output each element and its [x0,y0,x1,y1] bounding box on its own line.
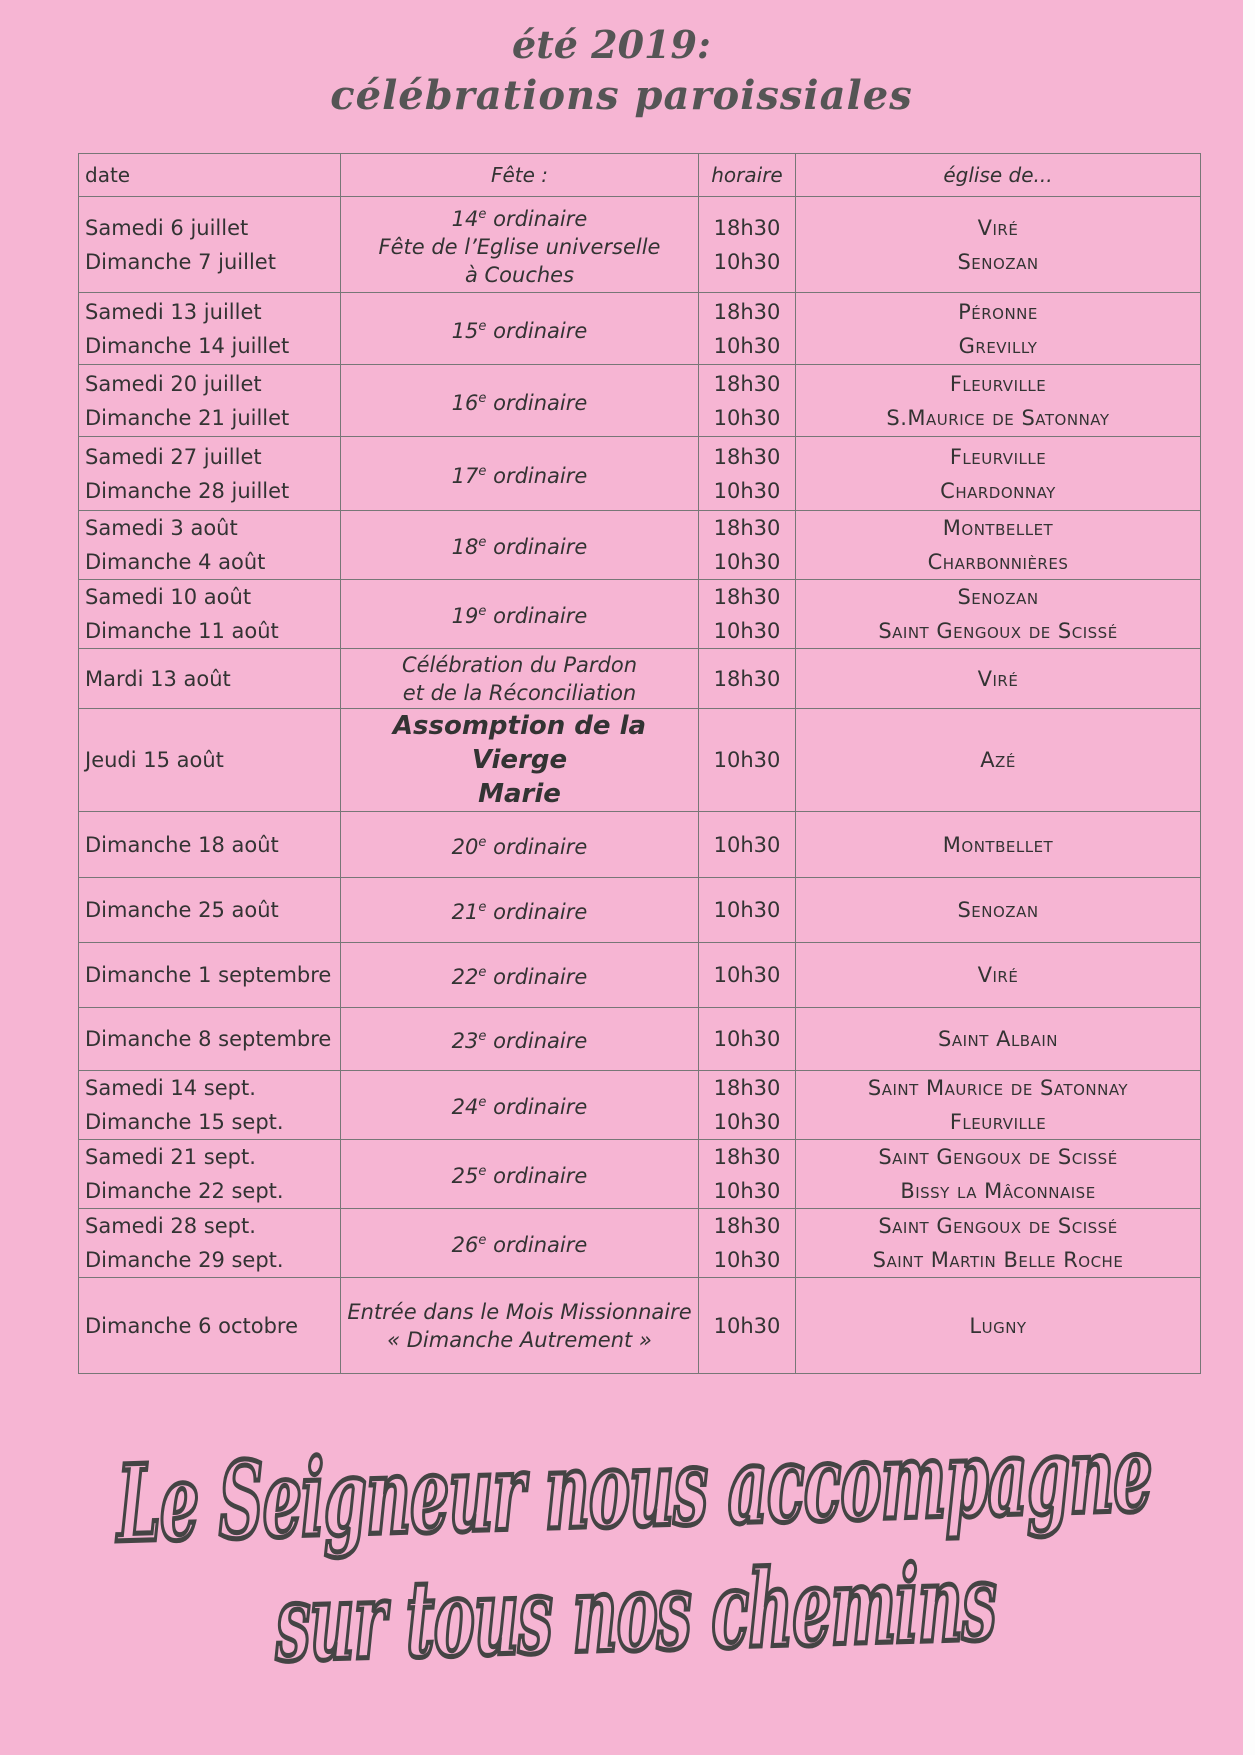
date-text: Samedi 28 sept. [85,1214,256,1238]
date-cell [79,1278,341,1374]
horaire-text: 10h30 [713,748,781,772]
fete-title [347,313,692,345]
eglise-text: Chardonnay [940,478,1056,503]
date-text: Dimanche 1 septembre [85,963,332,987]
eglise-text: Charbonnières [927,550,1069,574]
date-text: Dimanche 22 sept. [85,1179,284,1203]
horaire-cell [699,1008,796,1071]
table-row [79,1140,1201,1209]
ordinal-suffix: e [478,604,487,619]
horaire-cell [699,812,796,878]
fete-text: ordinaire [493,463,588,488]
fete-text: Fête de l’Eglise universelle [378,234,661,259]
fete-title [347,458,692,490]
fete-cell [341,1008,699,1071]
eglise-text: Montbellet [942,516,1054,540]
date-text: Samedi 14 sept. [85,1076,256,1100]
eglise-cell [796,649,1201,709]
horaire-text: 10h30 [713,478,781,503]
fete-cell [341,511,699,580]
eglise-text: Viré [977,215,1019,240]
eglise-text: Saint Gengoux de Scissé [878,619,1118,643]
horaire-cell [699,649,796,709]
fete-text: « Dimanche Autrement » [387,1327,652,1352]
fete-title [347,201,692,233]
horaire-cell [699,709,796,812]
table-row [79,943,1201,1008]
ordinal-suffix: e [478,1095,487,1110]
fete-title [347,385,692,417]
eglise-cell [796,709,1201,812]
date-cell [79,511,341,580]
eglise-cell [796,437,1201,511]
horaire-cell [699,365,796,437]
eglise-cell [796,511,1201,580]
fete-cell [341,1278,699,1374]
date-text: Samedi 21 sept. [85,1145,256,1169]
horaire-text: 18h30 [713,516,781,540]
horaire-text: 10h30 [713,619,781,643]
date-text: Dimanche 14 juillet [85,333,290,358]
date-text: Samedi 10 août [85,585,252,609]
date-cell [79,709,341,812]
eglise-cell [796,293,1201,365]
fete-cell [341,878,699,943]
horaire-text: 18h30 [713,666,781,691]
fete-number: 20 [451,834,479,859]
fete-text: ordinaire [493,1095,588,1119]
fete-text: à Couches [464,262,575,287]
fete-number: 14 [451,206,479,231]
date-cell [79,1071,341,1140]
date-cell [79,1140,341,1209]
date-text: Samedi 6 juillet [85,215,249,240]
fete-cell [341,365,699,437]
schedule-table [78,153,1201,1374]
horaire-text: 10h30 [713,963,781,987]
horaire-cell [699,293,796,365]
date-cell [79,197,341,293]
ordinal-suffix: e [478,1029,487,1044]
fete-number: 16 [451,390,479,415]
fete-title [347,1023,692,1055]
fete-text: ordinaire [493,1029,588,1053]
date-cell [79,1209,341,1278]
table-row [79,580,1201,649]
eglise-text: Saint Albain [938,1027,1058,1051]
title-year: été 2019: [512,22,711,67]
fete-cell [341,709,699,812]
horaire-cell [699,878,796,943]
date-cell [79,1008,341,1071]
table-row [79,437,1201,511]
date-cell [79,943,341,1008]
date-cell [79,437,341,511]
fete-cell [341,1140,699,1209]
table-row [79,511,1201,580]
horaire-cell [699,197,796,293]
date-cell [79,649,341,709]
eglise-cell [796,197,1201,293]
fete-text: ordinaire [493,965,588,989]
table-row [79,365,1201,437]
table-row [79,649,1201,709]
eglise-text: Fleurville [949,1110,1047,1134]
eglise-text: S.Maurice de Satonnay [886,405,1110,430]
fete-cell [341,437,699,511]
fete-number: 25 [451,1164,479,1188]
horaire-cell [699,1140,796,1209]
fete-title [347,1227,692,1259]
date-text: Samedi 27 juillet [85,444,262,469]
header-date: date [79,154,341,197]
fete-cell [341,1209,699,1278]
fete-cell [341,293,699,365]
ordinal-suffix: e [478,206,487,222]
date-text: Dimanche 25 août [85,898,279,922]
date-text: Mardi 13 août [85,666,231,691]
eglise-cell [796,878,1201,943]
fete-number: 23 [451,1029,479,1053]
date-text: Dimanche 18 août [85,832,279,857]
horaire-text: 18h30 [713,444,781,469]
fete-text: ordinaire [493,206,588,231]
eglise-text: Grevilly [958,333,1038,358]
eglise-text: Saint Maurice de Satonnay [867,1076,1129,1100]
fete-title [347,1089,692,1121]
date-text: Dimanche 4 août [85,550,266,574]
horaire-text: 10h30 [713,1027,781,1051]
eglise-cell [796,580,1201,649]
horaire-text: 18h30 [713,1145,781,1169]
ordinal-suffix: e [478,390,487,406]
date-text: Dimanche 6 octobre [85,1313,299,1338]
horaire-text: 10h30 [713,405,781,430]
eglise-text: Saint Gengoux de Scissé [878,1145,1118,1169]
fete-title [347,529,692,561]
eglise-cell [796,1209,1201,1278]
fete-cell [341,197,699,293]
fete-title [347,829,692,861]
eglise-cell [796,1071,1201,1140]
fete-number: 19 [451,604,479,628]
eglise-text: Bissy la Mâconnaise [900,1179,1096,1203]
date-cell [79,812,341,878]
horaire-text: 10h30 [713,1110,781,1134]
date-text: Dimanche 21 juillet [85,405,290,430]
fete-number: 18 [451,535,479,559]
eglise-text: Senozan [957,249,1039,274]
horaire-text: 10h30 [713,249,781,274]
horaire-text: 18h30 [713,299,781,324]
fete-text: ordinaire [493,390,588,415]
fete-text: ordinaire [493,1164,588,1188]
table-row [79,197,1201,293]
fete-title [347,598,692,630]
date-text: Jeudi 15 août [85,748,224,772]
fete-cell [341,943,699,1008]
date-cell [79,293,341,365]
date-text: Dimanche 11 août [85,619,279,643]
eglise-text: Lugny [969,1313,1027,1338]
eglise-cell [796,943,1201,1008]
fete-title [347,1158,692,1190]
ordinal-suffix: e [478,1164,487,1179]
ordinal-suffix: e [478,834,487,850]
eglise-text: Fleurville [949,371,1047,396]
ordinal-suffix: e [478,535,487,550]
fete-text: ordinaire [493,900,588,924]
horaire-text: 10h30 [713,898,781,922]
horaire-cell [699,1209,796,1278]
table-row [79,1071,1201,1140]
date-cell [79,878,341,943]
eglise-text: Fleurville [949,444,1047,469]
fete-text: ordinaire [493,535,588,559]
table-row [79,709,1201,812]
horaire-cell [699,511,796,580]
scan-edge [1243,0,1255,1755]
table-row [79,293,1201,365]
ordinal-suffix: e [478,965,487,980]
horaire-text: 10h30 [713,550,781,574]
fete-number: 24 [451,1095,479,1119]
horaire-text: 10h30 [713,1248,781,1272]
header-fete: Fête : [341,154,699,197]
table-row [79,878,1201,943]
horaire-text: 18h30 [713,585,781,609]
date-text: Samedi 13 juillet [85,299,262,324]
horaire-cell [699,580,796,649]
fete-text: Entrée dans le Mois Missionnaire [347,1299,692,1324]
date-text: Dimanche 28 juillet [85,478,290,503]
eglise-text: Senozan [957,585,1039,609]
eglise-text: Saint Martin Belle Roche [872,1248,1124,1272]
fete-number: 26 [451,1233,479,1257]
fete-text: Célébration du Pardon [401,652,638,677]
title-main: célébrations paroissiales [330,72,913,119]
horaire-text: 10h30 [713,1313,781,1338]
fete-text: Marie [478,779,561,809]
eglise-text: Montbellet [942,832,1054,857]
eglise-cell [796,365,1201,437]
fete-cell [341,1071,699,1140]
horaire-cell [699,1278,796,1374]
table-row [79,1008,1201,1071]
ordinal-suffix: e [478,318,487,334]
fete-title [347,959,692,991]
date-text: Dimanche 7 juillet [85,249,276,274]
fete-cell [341,649,699,709]
horaire-text: 18h30 [713,1214,781,1238]
ordinal-suffix: e [478,1233,487,1248]
date-text: Dimanche 8 septembre [85,1027,332,1051]
eglise-text: Viré [977,963,1019,987]
eglise-cell [796,1278,1201,1374]
fete-text: Assomption de la Vierge [392,711,647,775]
date-text: Dimanche 29 sept. [85,1248,284,1272]
header-row [79,154,1201,197]
horaire-text: 18h30 [713,371,781,396]
date-text: Samedi 20 juillet [85,371,262,396]
header-horaire: horaire [699,154,796,197]
table-row [79,1278,1201,1374]
horaire-cell [699,437,796,511]
horaire-text: 10h30 [713,333,781,358]
horaire-text: 10h30 [713,832,781,857]
fete-text: et de la Réconciliation [402,680,637,705]
eglise-text: Saint Gengoux de Scissé [878,1214,1118,1238]
eglise-text: Senozan [957,898,1039,922]
fete-text: ordinaire [493,318,588,343]
fete-number: 21 [451,900,479,924]
horaire-text: 10h30 [713,1179,781,1203]
fete-number: 22 [451,965,479,989]
date-cell [79,365,341,437]
eglise-text: Viré [977,666,1019,691]
fete-text: ordinaire [493,834,588,859]
horaire-text: 18h30 [713,1076,781,1100]
eglise-cell [796,812,1201,878]
fete-number: 17 [451,463,479,488]
fete-text: ordinaire [493,604,588,628]
ordinal-suffix: e [478,900,487,915]
eglise-text: Péronne [958,299,1038,324]
eglise-text: Azé [980,748,1016,772]
horaire-text: 18h30 [713,215,781,240]
table-row [79,812,1201,878]
eglise-cell [796,1140,1201,1209]
date-text: Dimanche 15 sept. [85,1110,284,1134]
horaire-cell [699,1071,796,1140]
fete-title [347,894,692,926]
fete-number: 15 [451,318,479,343]
slogan: Le Seigneur nous accompagne sur tous nos chemins [116,1411,1153,1686]
fete-cell [341,812,699,878]
fete-text: ordinaire [493,1233,588,1257]
date-cell [79,580,341,649]
horaire-cell [699,943,796,1008]
header-eglise: église de... [796,154,1201,197]
date-text: Samedi 3 août [85,516,238,540]
fete-cell [341,580,699,649]
eglise-cell [796,1008,1201,1071]
table-row [79,1209,1201,1278]
ordinal-suffix: e [478,463,487,479]
